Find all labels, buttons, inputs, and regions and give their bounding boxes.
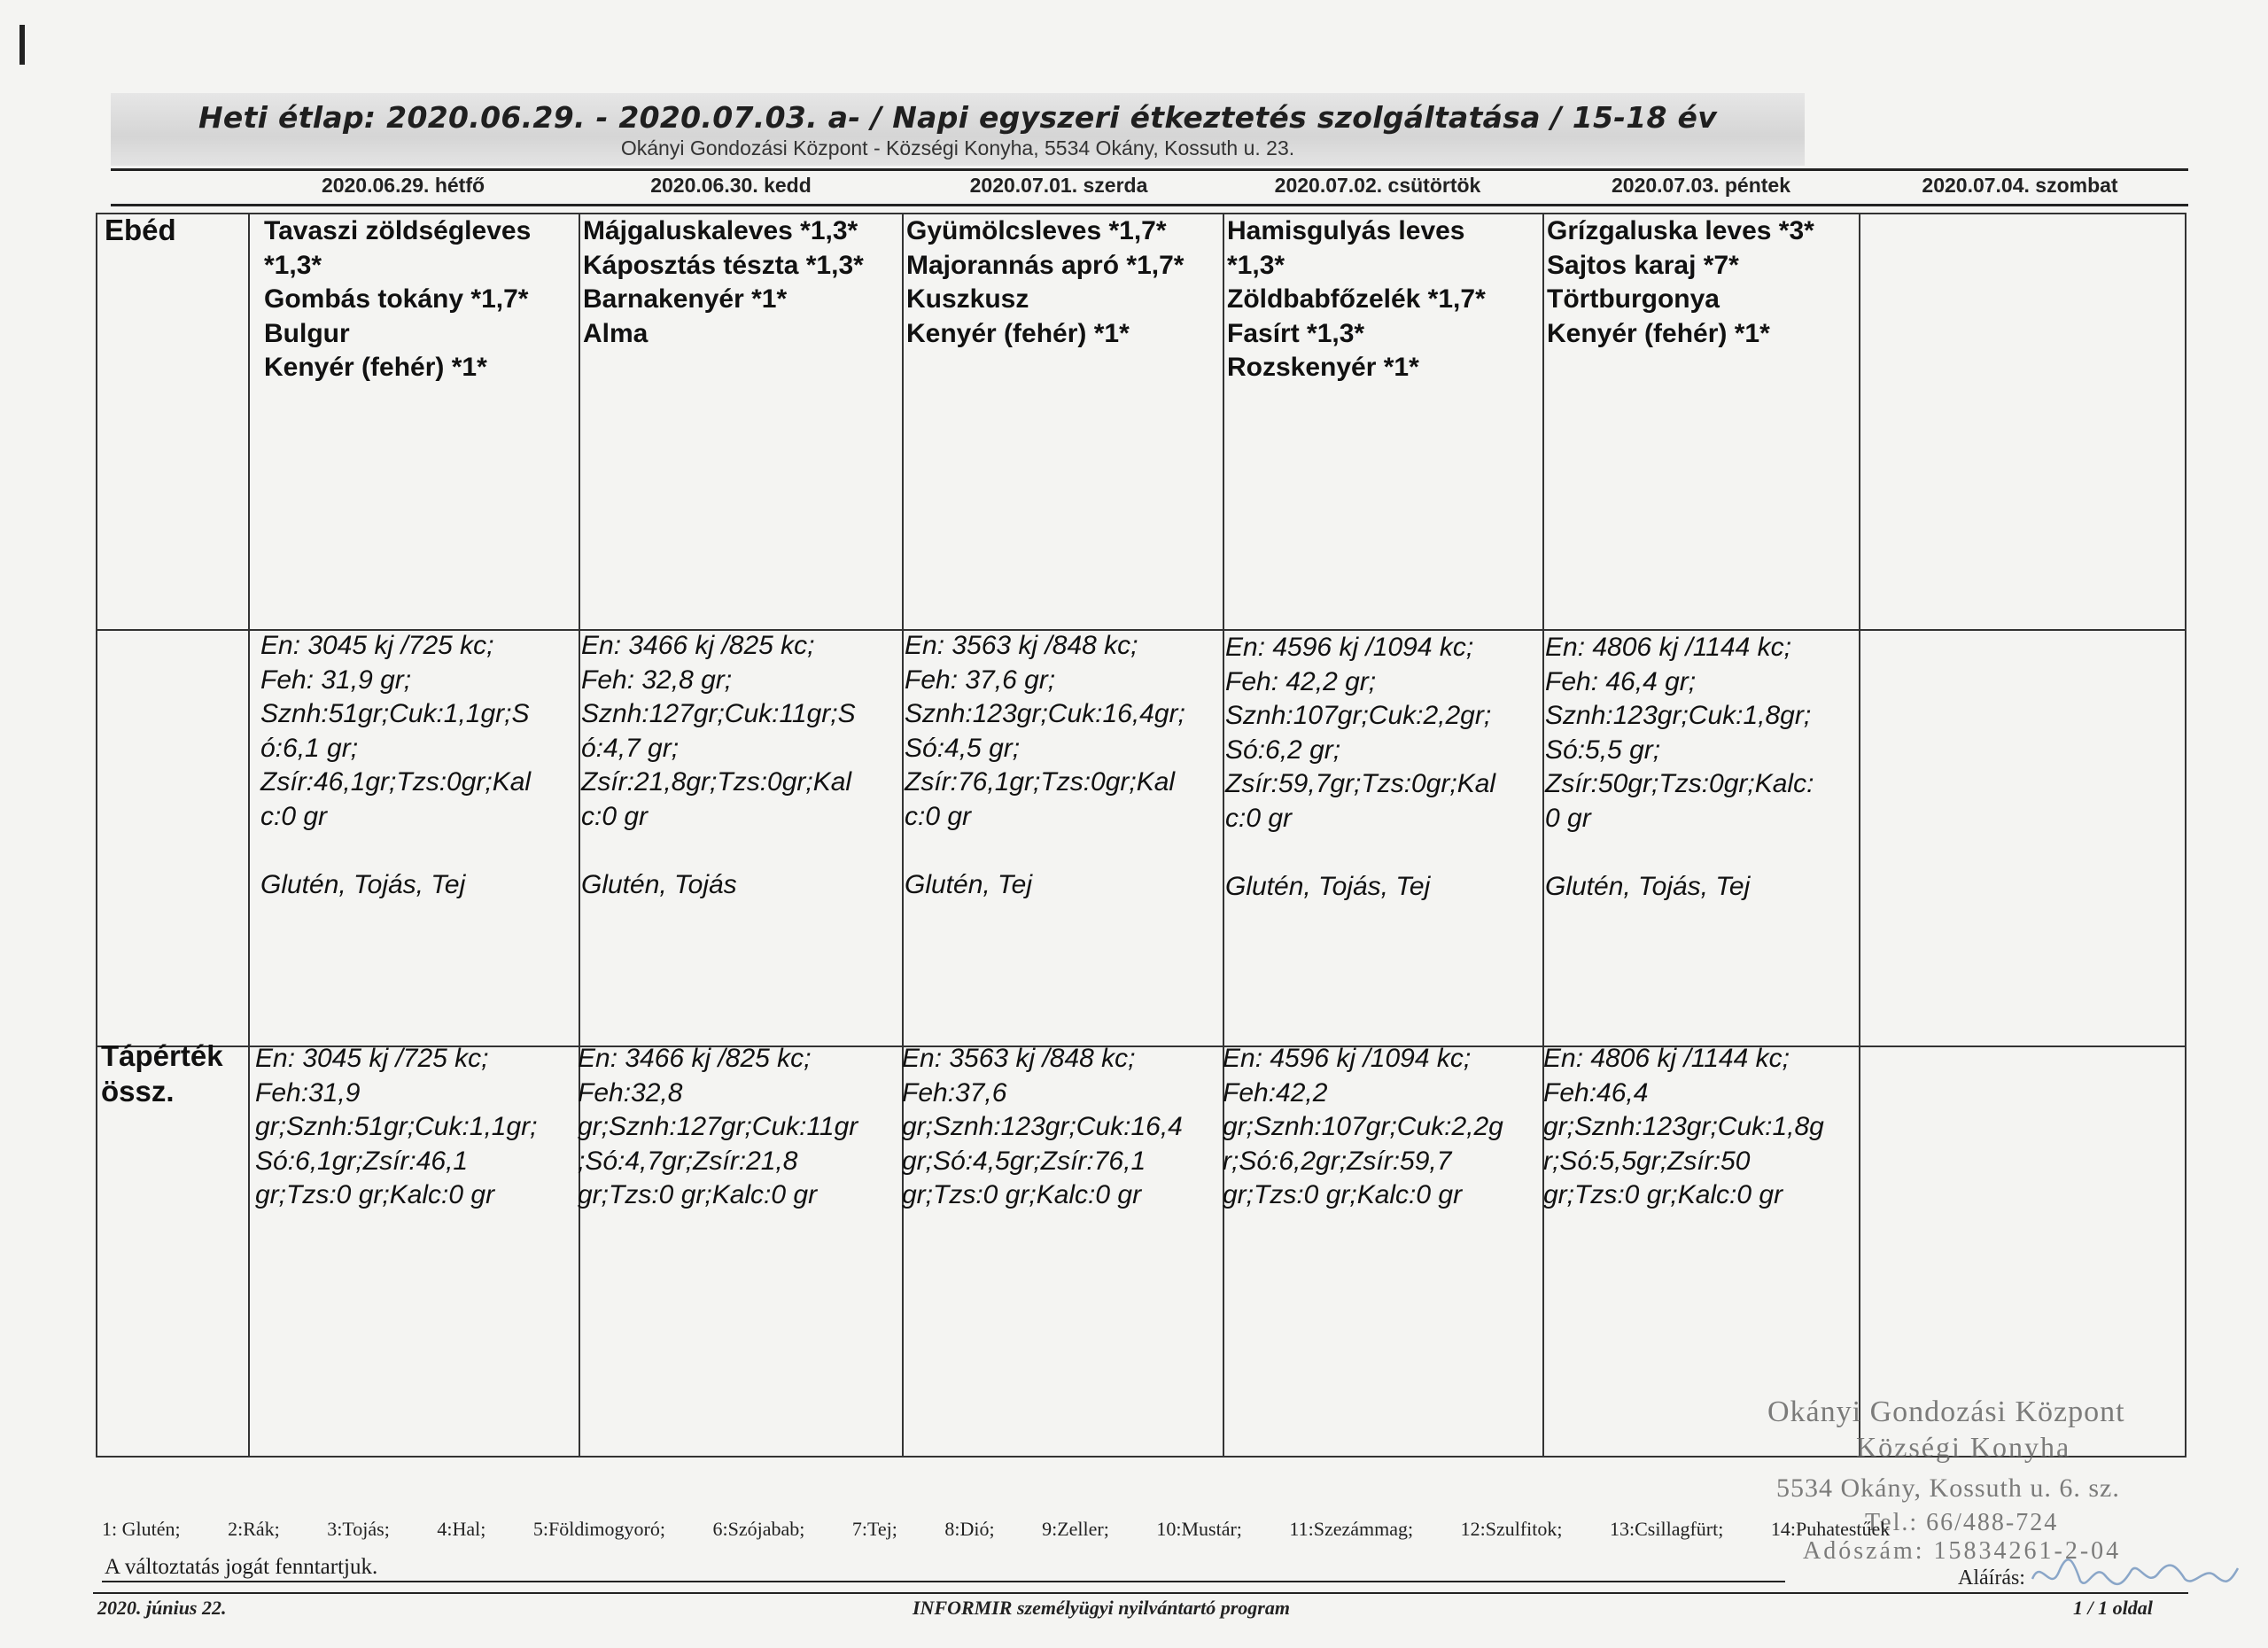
table-border-left xyxy=(96,213,97,1458)
menu-cell-friday: Grízgaluska leves *3* Sajtos karaj *7* Törtburgonya Kenyér (fehér) *1* xyxy=(1547,216,1814,348)
day-header-saturday: 2020.07.04. szombat xyxy=(1922,174,2118,197)
nutrition-cell-monday: En: 3045 kj /725 kc; Feh: 31,9 gr; Sznh:51gr;Cuk:1,1gr;S ó:6,1 gr; Zsír:46,1gr;Tzs:0gr;Kal c:0 gr Glutén, Tojás, Tej xyxy=(260,631,532,899)
row-label-lunch: Ebéd xyxy=(105,214,176,246)
row-label-totals: Tápérték össz. xyxy=(101,1039,223,1108)
totals-cell-thursday: En: 4596 kj /1094 kc; Feh:42,2 gr;Sznh:107gr;Cuk:2,2g r;Só:6,2gr;Zsír:59,7 gr;Tzs:0 gr;Kalc:0 gr xyxy=(1223,1044,1503,1209)
allergen-item: 5:Földimogyoró; xyxy=(532,1518,665,1540)
totals-cell-friday: En: 4806 kj /1144 kc; Feh:46,4 gr;Sznh:123gr;Cuk:1,8g r;Só:5,5gr;Zsír:50 gr;Tzs:0 gr;Kalc:0 gr xyxy=(1543,1044,1824,1209)
allergen-item: 3:Tojás; xyxy=(327,1518,390,1540)
signature-label: Aláírás: xyxy=(1958,1566,2025,1590)
day-header-friday: 2020.07.03. péntek xyxy=(1611,174,1791,197)
page-title: Heti étlap: 2020.06.29. - 2020.07.03. a- / Napi egyszeri étkeztetés szolgáltatása / 15-18 év xyxy=(198,100,1718,135)
allergen-legend xyxy=(102,1518,2051,1548)
footer-page-number: 1 / 1 oldal xyxy=(2073,1597,2153,1619)
footer-date: 2020. június 22. xyxy=(97,1597,227,1619)
totals-cell-wednesday: En: 3563 kj /848 kc; Feh:37,6 gr;Sznh:123gr;Cuk:16,4 gr;Só:4,5gr;Zsír:76,1 gr;Tzs:0 gr;Kalc:0 gr xyxy=(902,1044,1183,1209)
menu-table xyxy=(96,213,2186,1458)
allergen-item: 2:Rák; xyxy=(228,1518,280,1540)
allergen-item: 10:Mustár; xyxy=(1156,1518,1242,1540)
allergen-item: 9:Zeller; xyxy=(1042,1518,1109,1540)
day-header-monday: 2020.06.29. hétfő xyxy=(321,174,485,197)
menu-cell-tuesday: Májgaluskaleves *1,3* Káposztás tészta *1,3* Barnakenyér *1* Alma xyxy=(583,216,864,348)
table-border-right xyxy=(2185,213,2186,1458)
table-col-divider xyxy=(248,213,250,1458)
day-header-wednesday: 2020.07.01. szerda xyxy=(969,174,1148,197)
signature-scribble xyxy=(2029,1552,2241,1595)
allergen-item: 12:Szulfitok; xyxy=(1460,1518,1563,1540)
change-notice: A változtatás jogát fenntartjuk. xyxy=(105,1555,378,1579)
footer-rule xyxy=(93,1592,2188,1594)
table-col-divider xyxy=(1859,213,1860,1458)
nutrition-cell-thursday: En: 4596 kj /1094 kc; Feh: 42,2 gr; Sznh:107gr;Cuk:2,2gr; Só:6,2 gr; Zsír:59,7gr;Tzs:0gr;Kal c:0 gr Glutén, Tojás, Tej xyxy=(1225,633,1496,901)
notice-underline xyxy=(102,1581,1785,1582)
menu-cell-monday: Tavaszi zöldségleves *1,3* Gombás tokány *1,7* Bulgur Kenyér (fehér) *1* xyxy=(264,216,532,382)
table-col-divider xyxy=(902,213,904,1458)
page-subtitle: Okányi Gondozási Központ - Községi Konyha, 5534 Okány, Kossuth u. 23. xyxy=(620,136,1295,159)
allergen-item: 14:Puhatestűek xyxy=(1770,1518,1891,1540)
footer-program: INFORMIR személyügyi nyilvántartó program xyxy=(913,1597,1290,1619)
allergen-item: 11:Szezámmag; xyxy=(1289,1518,1414,1540)
menu-cell-thursday: Hamisgulyás leves *1,3* Zöldbabfőzelék *1,7* Fasírt *1,3* Rozskenyér *1* xyxy=(1227,216,1486,382)
header-top-rule xyxy=(111,168,2188,171)
allergen-item: 6:Szójabab; xyxy=(712,1518,805,1540)
scan-edge-mark xyxy=(19,25,25,65)
nutrition-cell-friday: En: 4806 kj /1144 kc; Feh: 46,4 gr; Sznh:123gr;Cuk:1,8gr; Só:5,5 gr; Zsír:50gr;Tzs:0gr;Kalc: 0 gr Glutén, Tojás, Tej xyxy=(1545,633,1814,901)
nutrition-cell-wednesday: En: 3563 kj /848 kc; Feh: 37,6 gr; Sznh:123gr;Cuk:16,4gr; Só:4,5 gr; Zsír:76,1gr;Tzs:0gr;Kal c:0 gr Glutén, Tej xyxy=(905,631,1185,899)
office-stamp: Okányi Gondozási Központ Községi Konyha 5534 Okány, Kossuth u. 6. sz. Tel.: 66/488-724 Adószám: 15834261-2-04 xyxy=(1767,1395,2125,1565)
allergen-item: 4:Hal; xyxy=(437,1518,486,1540)
day-header-thursday: 2020.07.02. csütörtök xyxy=(1274,174,1481,197)
allergen-item: 13:Csillagfürt; xyxy=(1610,1518,1724,1540)
header-bottom-rule xyxy=(111,204,2188,206)
day-header-tuesday: 2020.06.30. kedd xyxy=(650,174,812,197)
allergen-item: 7:Tej; xyxy=(851,1518,897,1540)
table-col-divider xyxy=(579,213,580,1458)
menu-cell-wednesday: Gyümölcsleves *1,7* Majorannás apró *1,7* Kuszkusz Kenyér (fehér) *1* xyxy=(906,216,1184,348)
table-col-divider xyxy=(1542,213,1544,1458)
allergen-item: 8:Dió; xyxy=(944,1518,995,1540)
table-col-divider xyxy=(1223,213,1224,1458)
totals-cell-tuesday: En: 3466 kj /825 kc; Feh:32,8 gr;Sznh:127gr;Cuk:11gr ;Só:4,7gr;Zsír:21,8 gr;Tzs:0 gr;Kalc:0 gr xyxy=(578,1044,858,1209)
nutrition-cell-tuesday: En: 3466 kj /825 kc; Feh: 32,8 gr; Sznh:127gr;Cuk:11gr;S ó:4,7 gr; Zsír:21,8gr;Tzs:0gr;Kal c:0 gr Glutén, Tojás xyxy=(581,631,856,899)
totals-cell-monday: En: 3045 kj /725 kc; Feh:31,9 gr;Sznh:51gr;Cuk:1,1gr; Só:6,1gr;Zsír:46,1 gr;Tzs:0 gr;Kalc:0 gr xyxy=(255,1044,538,1209)
allergen-item: 1: Glutén; xyxy=(102,1518,181,1540)
